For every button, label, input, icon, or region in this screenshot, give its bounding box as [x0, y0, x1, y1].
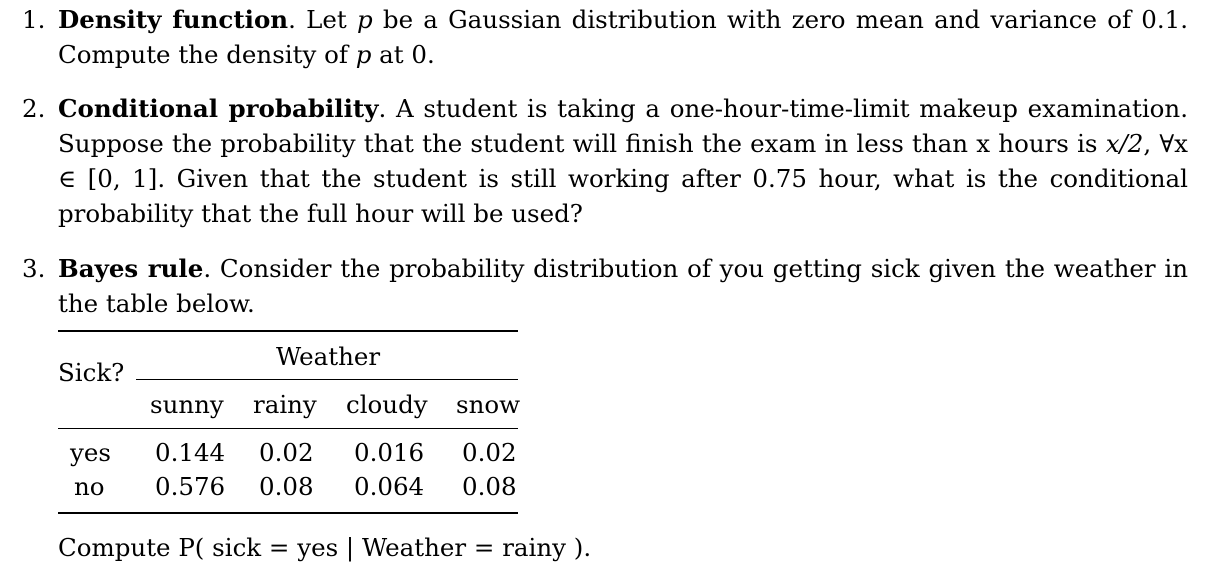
- table-col-header-sunny: sunny: [150, 390, 224, 419]
- problem-1-text-a: Let: [295, 5, 357, 34]
- table-bottom-rule: [58, 512, 518, 514]
- table-mid-rule: [58, 428, 518, 429]
- problem-3-title: Bayes rule: [58, 254, 204, 283]
- problem-1-number: 1.: [22, 5, 46, 34]
- problem-2-text-b: , ∀x ∈ [0, 1]. Given that the student is still working after 0.75 hour, what is the conditional probability that the full hour will be used?: [58, 129, 1188, 228]
- table-cell: 0.576: [155, 472, 226, 501]
- table-cell: 0.02: [462, 438, 517, 467]
- table-col-header-snow: snow: [456, 390, 521, 419]
- table-cell: 0.08: [462, 472, 517, 501]
- compute-instruction: Compute P( sick = yes | Weather = rainy ).: [58, 533, 592, 562]
- problem-1-title: Density function: [58, 5, 289, 34]
- problem-2-title: Conditional probability: [58, 94, 379, 123]
- problem-3-number: 3.: [22, 254, 46, 283]
- table-row-header: Sick?: [58, 358, 125, 387]
- problem-2-number: 2.: [22, 94, 46, 123]
- table-row-label-yes: yes: [70, 438, 111, 467]
- problem-2-math-ratio: x/2: [1105, 129, 1144, 158]
- problem-3-body: Bayes rule. Consider the probability distribution of you getting sick given the weather in the table below.: [58, 254, 1188, 318]
- problem-1-text-b: be a Gaussian distribution with zero mean and variance of 0.1. Compute the density of: [58, 5, 1188, 69]
- problem-2-body: Conditional probability. A student is taking a one-hour-time-limit makeup examination. Suppose the probability that the student will finish the exam in less than x hours is x/2, ∀x ∈ [0, 1]. Given that the student is still working after 0.75 hour, what is the conditional probability that the full hour will be used?: [58, 94, 1189, 228]
- table-cell: 0.144: [155, 438, 226, 467]
- table-group-rule: [136, 379, 518, 380]
- table-col-header-cloudy: cloudy: [346, 390, 428, 419]
- problem-3: [22, 251, 1188, 321]
- problem-3-text-a: Consider the probability distribution of you getting sick given the weather in the table below.: [58, 254, 1188, 318]
- table-cell: 0.016: [354, 438, 425, 467]
- problem-1-var-p2: p: [355, 40, 372, 69]
- problem-2-text-a: A student is taking a one-hour-time-limit makeup examination. Suppose the probability that the student will finish the exam in less than x hours is: [58, 94, 1189, 158]
- problem-1-body: Density function. Let p be a Gaussian distribution with zero mean and variance of 0.1. Compute the density of p at 0.: [58, 5, 1188, 69]
- table-row-label-no: no: [74, 472, 105, 501]
- problem-1-var-p: p: [356, 5, 373, 34]
- problem-1: [22, 2, 1188, 72]
- table-top-rule: [58, 330, 518, 332]
- table-cell: 0.08: [259, 472, 314, 501]
- table-cell: 0.064: [354, 472, 425, 501]
- problem-2: [22, 91, 1188, 231]
- table-col-header-rainy: rainy: [253, 390, 317, 419]
- table-cell: 0.02: [259, 438, 314, 467]
- table-group-header: Weather: [276, 342, 381, 371]
- weather-sick-table: [58, 330, 521, 514]
- problem-1-text-c: at 0.: [371, 40, 435, 69]
